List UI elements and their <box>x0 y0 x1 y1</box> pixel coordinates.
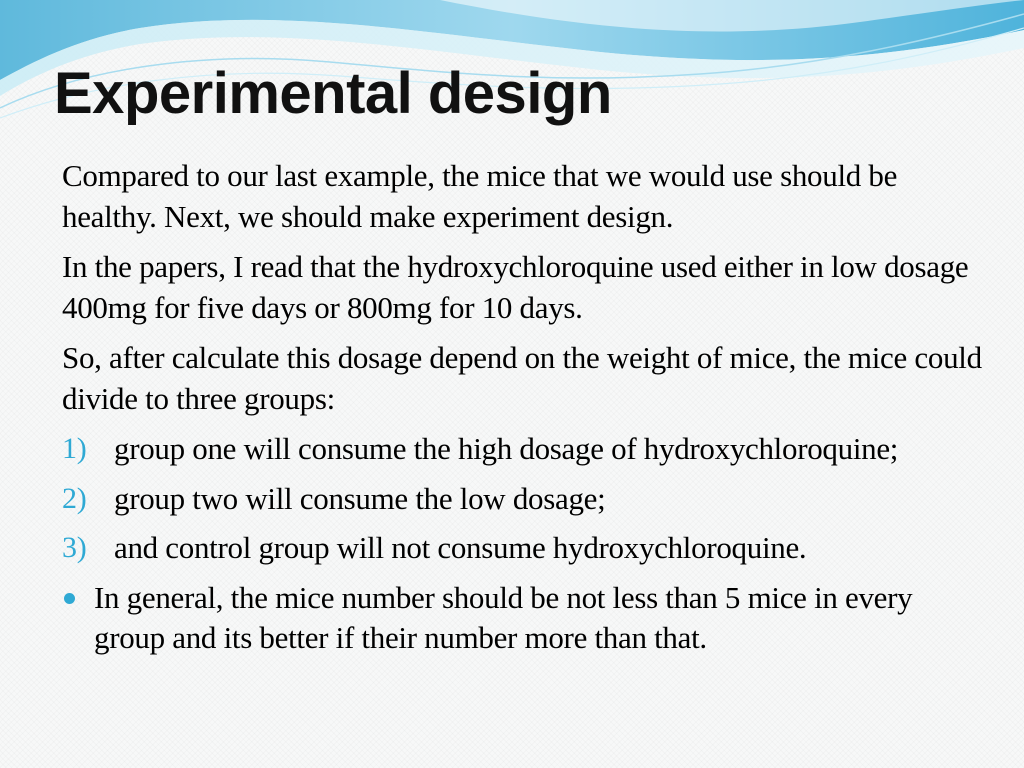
numbered-item-group-two <box>62 479 982 520</box>
bullet-item-mice-number <box>62 578 982 659</box>
numbered-item-group-one <box>62 429 982 470</box>
list-number: 3) <box>62 531 87 564</box>
numbered-item-text: and control group will not consume hydroxychloroquine. <box>114 530 807 565</box>
paragraph-groups: So, after calculate this dosage depend on the weight of mice, the mice could divide to three groups: <box>62 340 982 416</box>
numbered-item-control-group <box>62 528 982 569</box>
paragraph-papers: In the papers, I read that the hydroxychloroquine used either in low dosage 400mg for five days or 800mg for 10 days. <box>62 249 969 325</box>
slide-body <box>62 156 982 668</box>
list-number: 1) <box>62 432 87 465</box>
slide-title: Experimental design <box>54 61 612 126</box>
paragraph-intro: Compared to our last example, the mice that we would use should be healthy. Next, we should make experiment design. <box>62 158 898 234</box>
bullet-item-text: In general, the mice number should be not less than 5 mice in every group and its better if their number more than that. <box>94 579 913 655</box>
numbered-item-text: group two will consume the low dosage; <box>114 480 606 516</box>
list-number: 2) <box>62 481 87 515</box>
bullet-dot-icon <box>64 593 75 604</box>
numbered-item-text: group one will consume the high dosage of hydroxychloroquine; <box>114 431 899 466</box>
